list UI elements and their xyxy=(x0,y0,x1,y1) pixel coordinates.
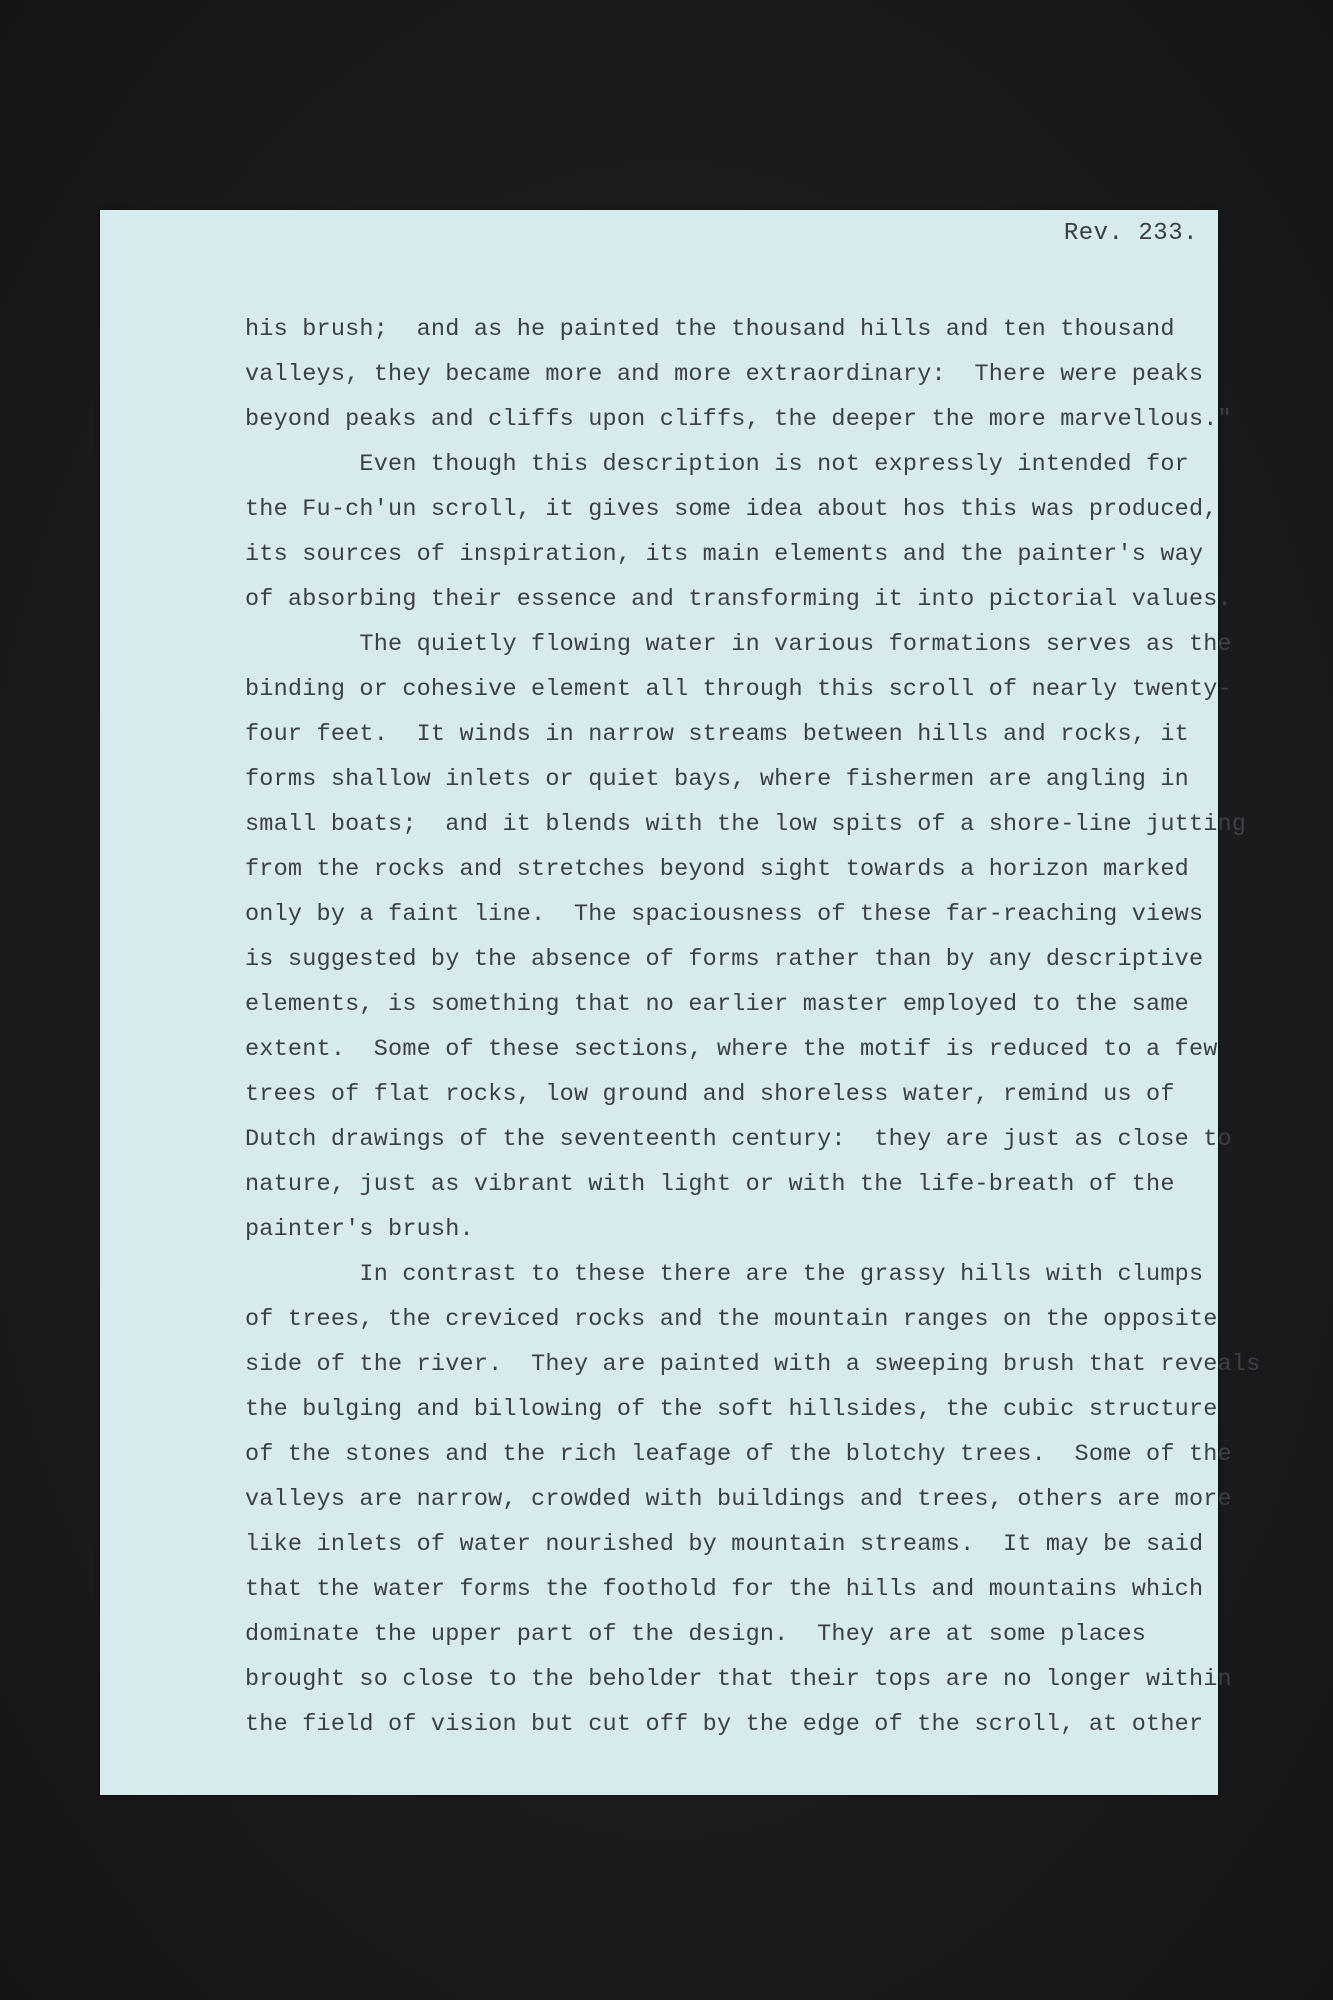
typewritten-page xyxy=(100,210,1261,1795)
text-line: In contrast to these there are the grassy hills with clumps xyxy=(245,1261,1204,1288)
text-line: the bulging and billowing of the soft hillsides, the cubic structure xyxy=(245,1396,1218,1423)
body-text xyxy=(245,307,1261,1747)
text-line: its sources of inspiration, its main elements and the painter's way xyxy=(245,541,1204,568)
text-line: beyond peaks and cliffs upon cliffs, the deeper the more marvellous." xyxy=(245,406,1232,433)
text-line: only by a faint line. The spaciousness of these far-reaching views xyxy=(245,901,1204,928)
text-line: the field of vision but cut off by the edge of the scroll, at other xyxy=(245,1711,1204,1738)
text-line: valleys, they became more and more extraordinary: There were peaks xyxy=(245,361,1204,388)
text-line: his brush; and as he painted the thousand hills and ten thousand xyxy=(245,316,1175,343)
text-line: side of the river. They are painted with a sweeping brush that reveals xyxy=(245,1351,1261,1378)
text-line: four feet. It winds in narrow streams between hills and rocks, it xyxy=(245,721,1189,748)
text-line: like inlets of water nourished by mountain streams. It may be said xyxy=(245,1531,1204,1558)
text-line: of absorbing their essence and transforming it into pictorial values. xyxy=(245,586,1232,613)
text-line: painter's brush. xyxy=(245,1216,474,1243)
text-line: valleys are narrow, crowded with buildings and trees, others are more xyxy=(245,1486,1232,1513)
page-number: Rev. 233. xyxy=(1063,220,1198,247)
text-line: extent. Some of these sections, where the motif is reduced to a few xyxy=(245,1036,1218,1063)
text-line: of trees, the creviced rocks and the mountain ranges on the opposite xyxy=(245,1306,1218,1333)
text-line: that the water forms the foothold for the hills and mountains which xyxy=(245,1576,1204,1603)
text-line: Dutch drawings of the seventeenth century: they are just as close to xyxy=(245,1126,1232,1153)
text-line: from the rocks and stretches beyond sight towards a horizon marked xyxy=(245,856,1189,883)
text-line: small boats; and it blends with the low spits of a shore-line jutting xyxy=(245,811,1247,838)
text-line: nature, just as vibrant with light or with the life-breath of the xyxy=(245,1171,1175,1198)
text-line: brought so close to the beholder that their tops are no longer within xyxy=(245,1666,1232,1693)
text-line: is suggested by the absence of forms rather than by any descriptive xyxy=(245,946,1204,973)
text-line: the Fu-ch'un scroll, it gives some idea about hos this was produced, xyxy=(245,496,1218,523)
text-line: forms shallow inlets or quiet bays, where fishermen are angling in xyxy=(245,766,1189,793)
text-line: trees of flat rocks, low ground and shoreless water, remind us of xyxy=(245,1081,1175,1108)
text-line: Even though this description is not expressly intended for xyxy=(245,451,1189,478)
text-line: elements, is something that no earlier master employed to the same xyxy=(245,991,1189,1018)
text-line: binding or cohesive element all through this scroll of nearly twenty- xyxy=(245,676,1232,703)
text-line: The quietly flowing water in various formations serves as the xyxy=(245,631,1232,658)
text-line: dominate the upper part of the design. They are at some places xyxy=(245,1621,1147,1648)
text-line: of the stones and the rich leafage of the blotchy trees. Some of the xyxy=(245,1441,1232,1468)
